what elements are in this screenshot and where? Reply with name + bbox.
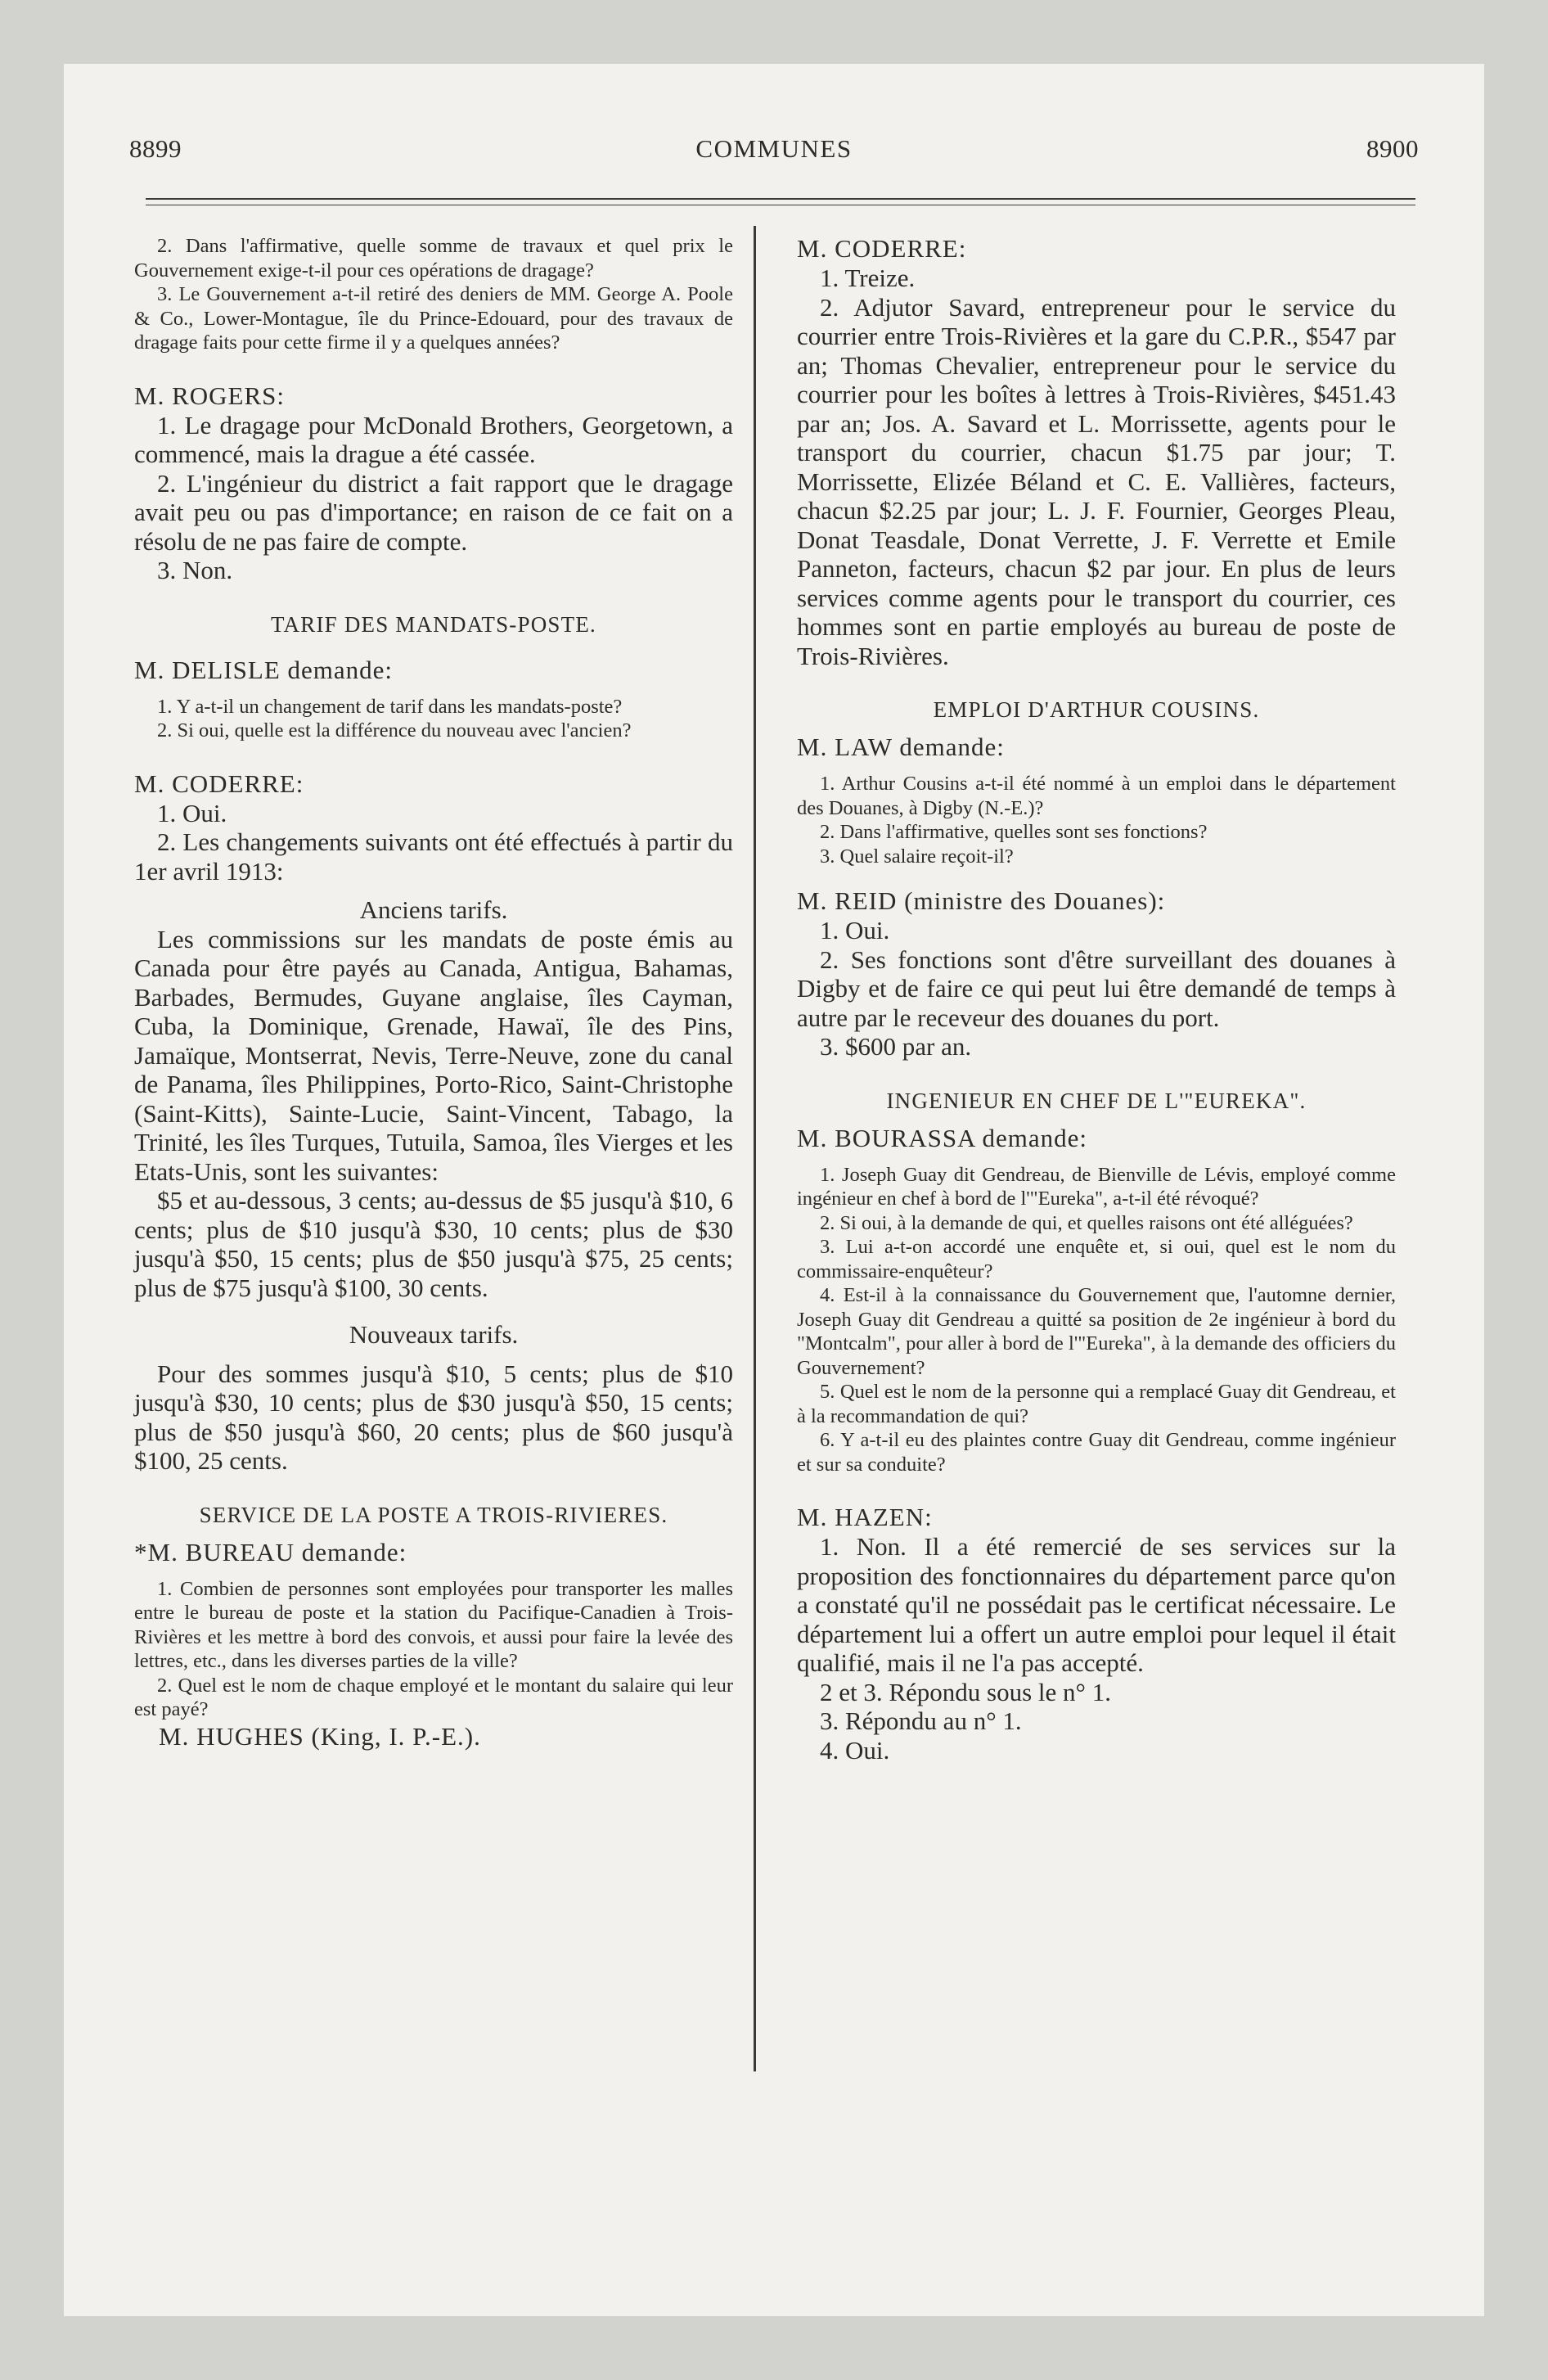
anciens-rates: $5 et au-dessous, 3 cents; au-dessus de $5 jusqu'à $10, 6 cents; plus de $10 jusqu'à $30, 10 cents; plus de $30 jusqu'à $50, 15 cents; plus de $50 jusqu'à $75, 25 cents; plus de $75 jusqu'à $100, 30 cents.: [134, 1186, 733, 1302]
answer-3: 3. $600 par an.: [820, 1032, 972, 1061]
speaker-coderre: M. CODERRE:: [134, 769, 304, 798]
answer-2-3: 2 et 3. Répondu sous le n° 1.: [820, 1677, 1111, 1706]
answer-4: 4. Oui.: [820, 1735, 890, 1765]
answer-3: 3. Non.: [157, 556, 233, 584]
answer-2: 2. Adjutor Savard, entrepreneur pour le service du courrier entre Trois-Rivières et la gare du C.P.R., $547 par an; Thomas Chevalier, entrepreneur pour le service du courrier pour les boîtes à lettres à Trois-Rivières, $451.43 par an; Jos. A. Savard et L. Morrissette, agents pour le transport du courrier, chacun $1.75 par jour; T. Morrissette, Elizée Béland et C. E. Vallières, facteurs, chacun $2.25 par jour; L. J. F. Fournier, Georges Pleau, Donat Teasdale, Donat Verrette, J. F. Verrette et Emile Panneton, facteurs, chacun $2 par jour. En plus de leurs services comme agents pour le transport du courrier, ces hommes sont en partie employés au bureau de poste de Trois-Rivières.: [797, 292, 1396, 670]
header-rule: [146, 198, 1415, 200]
speaker-hughes: M. HUGHES (King, I. P.-E.).: [159, 1721, 481, 1751]
section-heading-ingenieur: INGENIEUR EN CHEF DE L'"EUREKA".: [886, 1088, 1307, 1113]
anciens-paragraph: Les commissions sur les mandats de poste émis au Canada pour être payés au Canada, Antigua, Bahamas, Barbades, Bermudes, Guyane anglaise, îles Cayman, Cuba, la Dominique, Grenade, Hawaï, île des Pins, Jamaïque, Montserrat, Nevis, Terre-Neuve, zone du canal de Panama, îles Philippines, Porto-Rico, Saint-Christophe (Saint-Kitts), Sainte-Lucie, Saint-Vincent, Tabago, la Trinité, les îles Turques, Tutuila, Samoa, îles Vierges et les Etats-Unis, sont les suivantes:: [134, 924, 733, 1186]
answer-3: 3. Répondu au n° 1.: [820, 1706, 1022, 1735]
column-divider: [754, 226, 756, 2071]
running-title: COMMUNES: [695, 134, 853, 163]
answer-1: 1. Oui.: [820, 916, 890, 944]
answer-2: 2. Ses fonctions sont d'être surveillant des douanes à Digby et de faire ce qui peut lui être demandé de temps à autre par le receveur des douanes du port.: [797, 944, 1396, 1032]
question-5: 5. Quel est le nom de la personne qui a remplacé Guay dit Gendreau, et à la recommandation de qui?: [797, 1381, 1396, 1427]
speaker-rogers: M. ROGERS:: [134, 381, 285, 410]
subheading-anciens: Anciens tarifs.: [359, 895, 508, 924]
question-1: 1. Combien de personnes sont employées pour transporter les malles entre le bureau de poste et la station du Pacifique-Canadien à Trois-Rivières et les mettre à bord des convois, et aussi pour faire la levée des lettres, etc., dans les diverses parties de la ville?: [134, 1577, 733, 1672]
question-3: 3. Lui a-t-on accordé une enquête et, si oui, quel est le nom du commissaire-enquêteur?: [797, 1236, 1396, 1282]
right-column: [797, 234, 1396, 1765]
answer-1: 1. Treize.: [820, 264, 916, 292]
answer-1: 1. Oui.: [157, 798, 227, 827]
question-2: 2. Dans l'affirmative, quelle somme de travaux et quel prix le Gouvernement exige-t-il pour ces opérations de dragage?: [134, 235, 733, 282]
question-1: 1. Joseph Guay dit Gendreau, de Bienville de Lévis, employé comme ingénieur en chef à bord de l'"Eureka", a-t-il été révoqué?: [797, 1163, 1396, 1210]
answer-1: 1. Non. Il a été remercié de ses services sur la proposition des fonctionnaires du département parce qu'on a constaté qu'il ne possédait pas le certificat nécessaire. Le département lui a offert un autre emploi pour lequel il était qualifié, mais il ne l'a pas accepté.: [797, 1532, 1396, 1677]
question-2: 2. Si oui, à la demande de qui, et quelles raisons ont été alléguées?: [820, 1211, 1353, 1234]
section-heading-tarif: TARIF DES MANDATS-POSTE.: [271, 611, 596, 637]
question-3: 3. Le Gouvernement a-t-il retiré des deniers de MM. George A. Poole & Co., Lower-Montague, île du Prince-Edouard, pour des travaux de dragage faits pour cette firme il y a quelques années?: [134, 283, 733, 354]
question-6: 6. Y a-t-il eu des plaintes contre Guay dit Gendreau, comme ingénieur et sur sa conduite?: [797, 1429, 1396, 1476]
speaker-coderre: M. CODERRE:: [797, 234, 967, 263]
left-page-number: 8899: [129, 134, 182, 163]
speaker-law: M. LAW demande:: [797, 732, 1005, 761]
question-3: 3. Quel salaire reçoit-il?: [820, 845, 1014, 868]
left-column: [134, 234, 733, 1751]
speaker-hazen: M. HAZEN:: [797, 1503, 933, 1531]
document-page: [64, 64, 1484, 2316]
answer-2: 2. Les changements suivants ont été effectués à partir du 1er avril 1913:: [134, 827, 733, 886]
nouveaux-rates: Pour des sommes jusqu'à $10, 5 cents; plus de $10 jusqu'à $30, 10 cents; plus de $30 jusqu'à $50, 15 cents; plus de $50 jusqu'à $60, 20 cents; plus de $60 jusqu'à $100, 25 cents.: [134, 1359, 733, 1475]
right-page-number: 8900: [1366, 134, 1419, 163]
question-2: 2. Dans l'affirmative, quelles sont ses fonctions?: [820, 821, 1208, 843]
answer-1: 1. Le dragage pour McDonald Brothers, Georgetown, a commencé, mais la drague a été cassée.: [134, 410, 733, 468]
question-4: 4. Est-il à la connaissance du Gouvernement que, l'automne dernier, Joseph Guay dit Gendreau a quitté sa position de 2e ingénieur à bord du "Montcalm", pour aller à bord de l'"Eureka", à la demande des officiers du Gouvernement?: [797, 1284, 1396, 1379]
speaker-delisle: M. DELISLE demande:: [134, 655, 394, 684]
section-heading-service: SERVICE DE LA POSTE A TROIS-RIVIERES.: [199, 1502, 668, 1527]
section-heading-emploi: EMPLOI D'ARTHUR COUSINS.: [933, 697, 1260, 722]
answer-2: 2. L'ingénieur du district a fait rapport que le dragage avait peu ou pas d'importance; en raison de ce fait on a résolu de ne pas faire de compte.: [134, 468, 733, 556]
question-1: 1. Y a-t-il un changement de tarif dans les mandats-poste?: [157, 695, 623, 718]
speaker-bureau: *M. BUREAU demande:: [134, 1537, 407, 1566]
question-2: 2. Si oui, quelle est la différence du nouveau avec l'ancien?: [157, 719, 632, 741]
speaker-reid: M. REID (ministre des Douanes):: [797, 886, 1166, 915]
speaker-bourassa: M. BOURASSA demande:: [797, 1123, 1087, 1152]
question-1: 1. Arthur Cousins a-t-il été nommé à un emploi dans le département des Douanes, à Digby (N.-E.)?: [797, 773, 1396, 819]
question-2: 2. Quel est le nom de chaque employé et le montant du salaire qui leur est payé?: [134, 1674, 733, 1720]
subheading-nouveaux: Nouveaux tarifs.: [349, 1320, 519, 1349]
